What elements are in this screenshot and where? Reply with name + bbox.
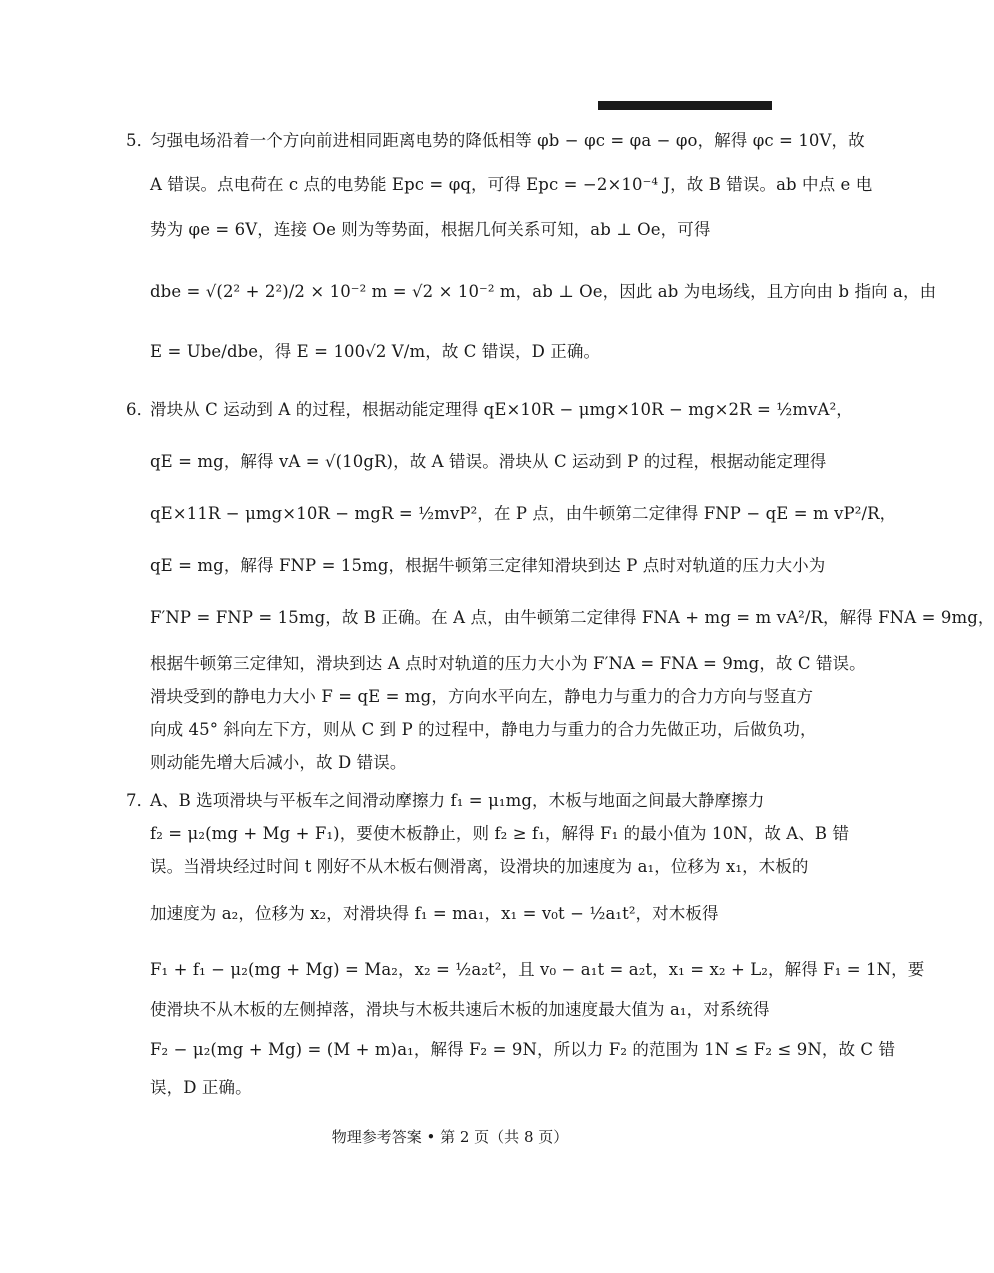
text-line: qE = mg，解得 vA = √(10gR)，故 A 错误。滑块从 C 运动到 P 的过程，根据动能定理得 <box>150 452 827 471</box>
text-line: 根据牛顿第三定律知，滑块到达 A 点时对轨道的压力大小为 F′NA = FNA = 9mg，故 C 错误。 <box>150 654 866 673</box>
text-line: qE×11R − μmg×10R − mgR = ½mvP²，在 P 点，由牛顿第二定律得 FNP − qE = m vP²/R， <box>150 504 897 523</box>
text-line: 滑块从 C 运动到 A 的过程，根据动能定理得 qE×10R − μmg×10R − mg×2R = ½mvA²， <box>150 400 853 419</box>
question-number: 6． <box>126 400 154 419</box>
question-6 <box>126 399 994 774</box>
text-line: 加速度为 a₂，位移为 x₂，对滑块得 f₁ = ma₁，x₁ = v₀t − ½a₁t²，对木板得 <box>150 904 719 923</box>
page-footer: 物理参考答案 • 第 2 页（共 8 页） <box>331 1128 569 1146</box>
answer-content <box>126 118 994 1099</box>
text-line: 向成 45° 斜向左下方，则从 C 到 P 的过程中，静电力与重力的合力先做正功，后做负功， <box>150 720 817 739</box>
header-bar <box>598 101 772 110</box>
text-line: A 错误。点电荷在 c 点的电势能 Epc = φq，可得 Epc = −2×10⁻⁴ J，故 B 错误。ab 中点 e 电 <box>150 175 873 194</box>
question-7 <box>126 790 925 1099</box>
text-line: f₂ = μ₂(mg + Mg + F₁)，要使木板静止，则 f₂ ≥ f₁，解得 F₁ 的最小值为 10N，故 A、B 错 <box>150 824 850 843</box>
text-line: E = Ube/dbe，得 E = 100√2 V/m，故 C 错误，D 正确。 <box>150 342 601 361</box>
text-line: F₂ − μ₂(mg + Mg) = (M + m)a₁，解得 F₂ = 9N，所以力 F₂ 的范围为 1N ≤ F₂ ≤ 9N，故 C 错 <box>150 1040 896 1059</box>
text-line: A、B 选项滑块与平板车之间滑动摩擦力 f₁ = μ₁mg，木板与地面之间最大静摩擦力 <box>150 791 765 810</box>
question-number: 5． <box>126 131 154 150</box>
text-line: F₁ + f₁ − μ₂(mg + Mg) = Ma₂，x₂ = ½a₂t²，且 v₀ − a₁t = a₂t，x₁ = x₂ + L₂，解得 F₁ = 1N，要 <box>150 960 925 979</box>
text-line: 则动能先增大后减小，故 D 错误。 <box>150 753 407 772</box>
text-line: 使滑块不从木板的左侧掉落，滑块与木板共速后木板的加速度最大值为 a₁，对系统得 <box>150 1000 770 1019</box>
text-line: 误。当滑块经过时间 t 刚好不从木板右侧滑离，设滑块的加速度为 a₁，位移为 x₁，木板的 <box>150 857 809 876</box>
question-number: 7． <box>126 791 154 810</box>
text-line: 匀强电场沿着一个方向前进相同距离电势的降低相等 φb − φc = φa − φo，解得 φc = 10V，故 <box>150 131 865 150</box>
text-line: F′NP = FNP = 15mg，故 B 正确。在 A 点，由牛顿第二定律得 FNA + mg = m vA²/R，解得 FNA = 9mg， <box>150 608 994 627</box>
text-line: qE = mg，解得 FNP = 15mg，根据牛顿第三定律知滑块到达 P 点时对轨道的压力大小为 <box>150 556 826 575</box>
question-5 <box>126 130 937 363</box>
text-line: 滑块受到的静电力大小 F = qE = mg，方向水平向左，静电力与重力的合力方向与竖直方 <box>150 687 814 706</box>
text-line: 势为 φe = 6V，连接 Oe 则为等势面，根据几何关系可知，ab ⊥ Oe，可得 <box>150 220 711 239</box>
text-line: 误，D 正确。 <box>150 1078 252 1097</box>
text-line: dbe = √(2² + 2²)/2 × 10⁻² m = √2 × 10⁻² m，ab ⊥ Oe，因此 ab 为电场线，且方向由 b 指向 a，由 <box>150 282 937 301</box>
